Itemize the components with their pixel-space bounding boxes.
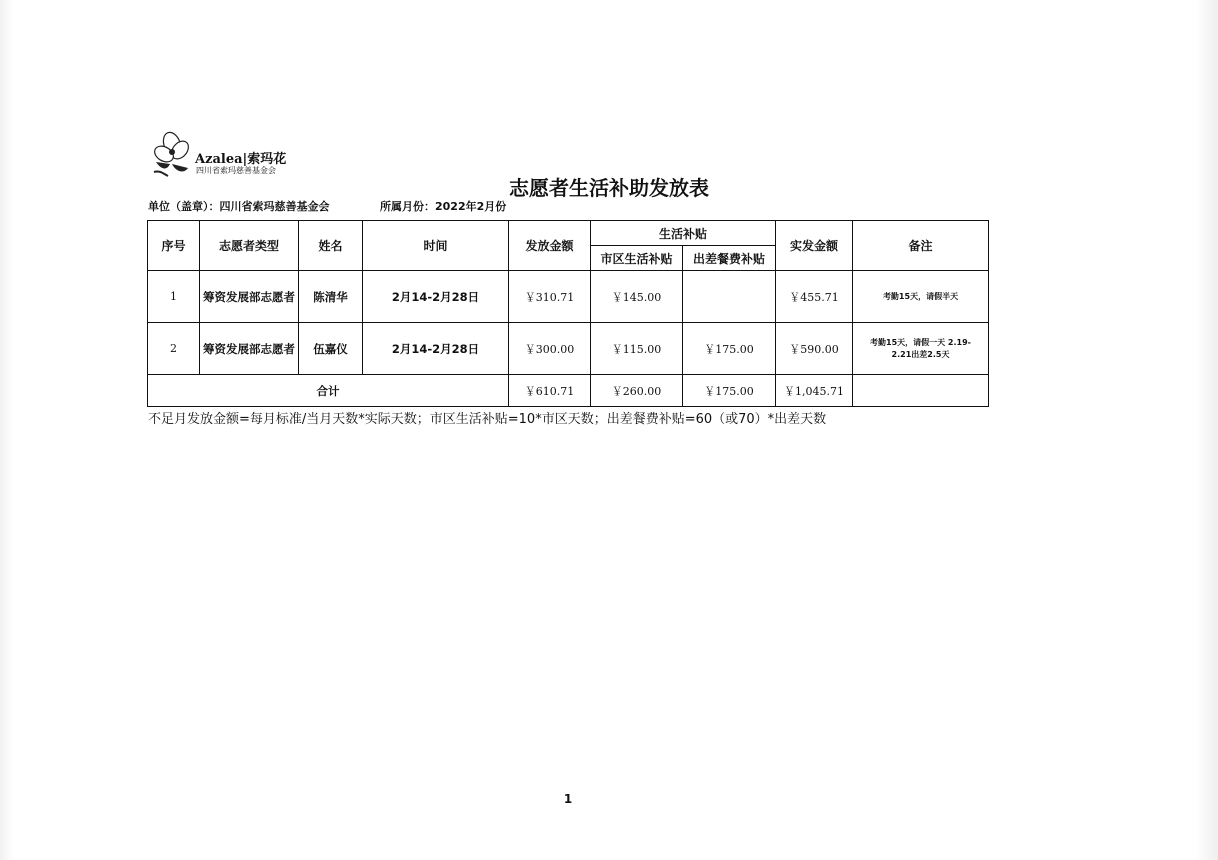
header-seq: 序号 (148, 221, 200, 271)
total-meal-subsidy: ￥175.00 (683, 375, 776, 407)
total-actual-amount: ￥1,045.71 (776, 375, 853, 407)
remark-line-1: 考勤15天，请假半天 (882, 291, 959, 301)
header-amount: 发放金额 (509, 221, 591, 271)
row-name: 伍嘉仪 (299, 323, 363, 375)
total-label: 合计 (148, 375, 509, 407)
row-seq: 1 (148, 271, 200, 323)
row-remark (853, 271, 989, 323)
row-meal-subsidy (683, 271, 776, 323)
row-city-subsidy: ￥115.00 (591, 323, 683, 375)
table-row (148, 323, 989, 375)
total-remark (853, 375, 989, 407)
remark-line-2: 2.21出差2.5天 (891, 349, 950, 359)
row-amount: ￥300.00 (509, 323, 591, 375)
header-actual-amount: 实发金额 (776, 221, 853, 271)
total-city-subsidy: ￥260.00 (591, 375, 683, 407)
row-actual-amount: ￥590.00 (776, 323, 853, 375)
row-remark (853, 323, 989, 375)
row-city-subsidy: ￥145.00 (591, 271, 683, 323)
row-actual-amount: ￥455.71 (776, 271, 853, 323)
header-remark: 备注 (853, 221, 989, 271)
page-number: 1 (563, 792, 573, 806)
row-name: 陈清华 (299, 271, 363, 323)
row-volunteer-type: 筹资发展部志愿者 (200, 323, 299, 375)
table-total-row (148, 375, 989, 407)
remark-line-1: 考勤15天，请假一天 2.19- (870, 337, 971, 347)
unit-label: 单位（盖章）：四川省索玛慈善基金会 (148, 200, 330, 213)
header-volunteer-type: 志愿者类型 (200, 221, 299, 271)
header-name: 姓名 (299, 221, 363, 271)
table-row (148, 271, 989, 323)
row-volunteer-type: 筹资发展部志愿者 (200, 271, 299, 323)
header-period: 时间 (363, 221, 509, 271)
subsidy-table (147, 220, 989, 407)
row-period: 2月14-2月28日 (363, 271, 509, 323)
row-seq: 2 (148, 323, 200, 375)
azalea-flower-icon (150, 128, 194, 178)
header-meal-subsidy: 出差餐费补贴 (683, 246, 776, 271)
header-subsidy-group: 生活补贴 (591, 221, 776, 246)
row-period: 2月14-2月28日 (363, 323, 509, 375)
logo-org-subtitle: 四川省索玛慈善基金会 (196, 166, 276, 175)
total-amount: ￥610.71 (509, 375, 591, 407)
row-meal-subsidy: ￥175.00 (683, 323, 776, 375)
month-label: 所属月份：2022年2月份 (380, 200, 507, 213)
table-header-row (148, 221, 989, 246)
document-title: 志愿者生活补助发放表 (509, 176, 709, 200)
foundation-logo (150, 128, 310, 178)
row-amount: ￥310.71 (509, 271, 591, 323)
formula-note: 不足月发放金额=每月标准/当月天数*实际天数；市区生活补贴=10*市区天数；出差餐费补贴=60（或70）*出差天数 (148, 412, 827, 427)
header-city-subsidy: 市区生活补贴 (591, 246, 683, 271)
logo-brand-name: Azalea|索玛花 (195, 152, 287, 167)
